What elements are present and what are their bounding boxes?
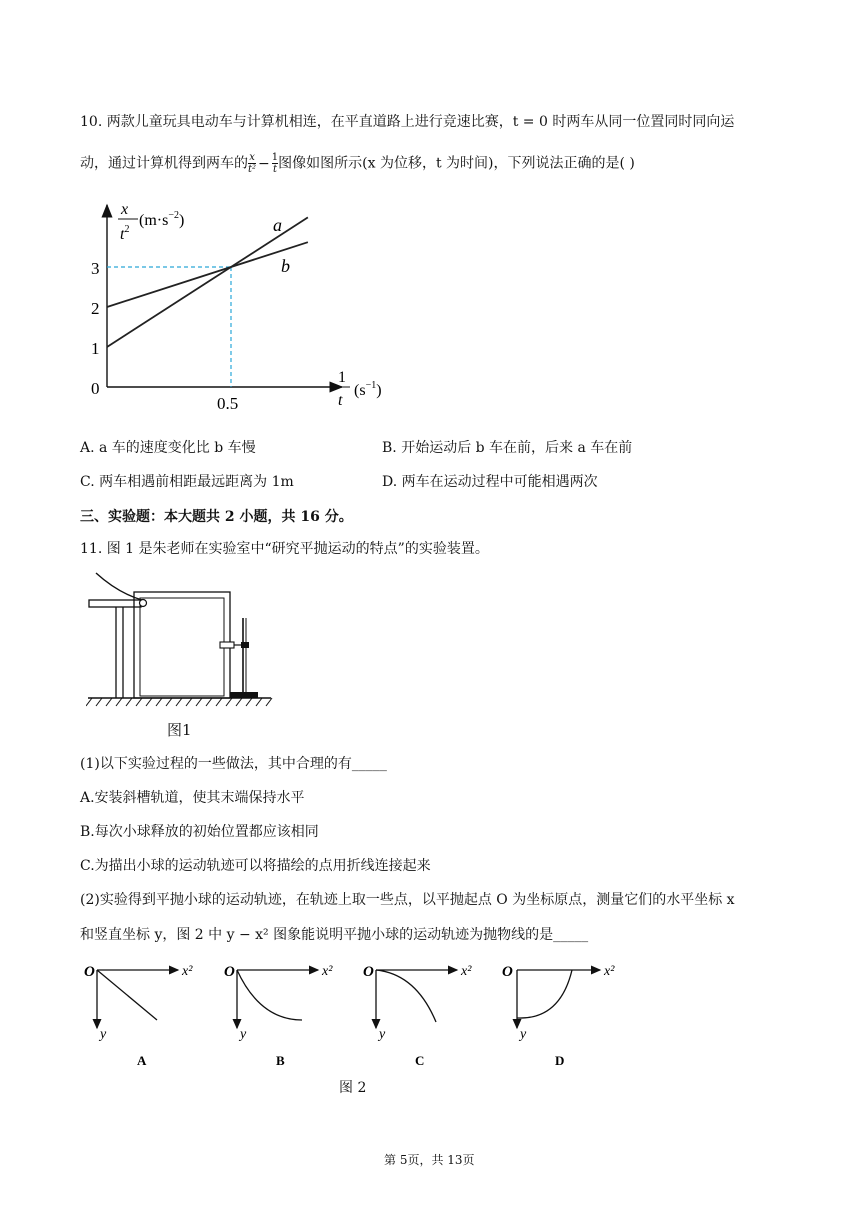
svg-text:x²: x² [461, 964, 472, 979]
svg-text:y: y [520, 1027, 527, 1042]
svg-text:O: O [363, 964, 374, 980]
fig1-apparatus [86, 568, 276, 713]
svg-text:x²: x² [182, 964, 193, 979]
q10-option-d: D. 两车在运动过程中可能相遇两次 [382, 474, 598, 490]
fig2-graph-b [224, 964, 333, 1068]
svg-text:y: y [379, 1027, 386, 1042]
q10-line2-start: 动，通过计算机得到两车的 [80, 155, 248, 172]
q10-option-b: B. 开始运动后 b 车在前，后来 a 车在前 [382, 440, 633, 456]
q10-option-a: A. a 车的速度变化比 b 车慢 [80, 440, 256, 456]
q11-option-c: C.为描出小球的运动轨迹可以将描绘的点用折线连接起来 [80, 858, 431, 874]
line-a-label: a [273, 215, 282, 235]
q11-intro: 11. 图 1 是朱老师在实验室中“研究平抛运动的特点”的实验装置。 [80, 541, 489, 557]
fig2-caption: 图 2 [339, 1080, 367, 1096]
q10-line1: 10. 两款儿童玩具电动车与计算机相连，在平直道路上进行竞速比赛，t = 0 时两车从同一位置同时同向运 [80, 114, 735, 130]
y-tick-1: 1 [91, 339, 100, 358]
svg-text:B: B [276, 1053, 285, 1068]
fig1-caption: 图1 [167, 721, 192, 739]
y-tick-3: 3 [91, 259, 100, 278]
origin-label: 0 [91, 379, 100, 398]
x-label-den: t [338, 392, 343, 409]
frac-x-num: x [249, 152, 255, 163]
svg-text:O: O [84, 964, 95, 980]
q10-minus: − [258, 155, 270, 172]
q11-part2-line1: (2)实验得到平抛小球的运动轨迹，在轨迹上取一些点，以平抛起点 O 为坐标原点，测量它们的水平坐标 x [80, 892, 735, 908]
q10-line2 [80, 152, 635, 175]
fig2-graphs [80, 958, 640, 1098]
x-label-num: 1 [338, 369, 346, 386]
q10-option-c: C. 两车相遇前相距最远距离为 1m [80, 474, 294, 490]
svg-text:y: y [240, 1027, 247, 1042]
y-tick-2: 2 [91, 299, 100, 318]
fig2-graph-d [502, 964, 615, 1068]
frac-1-num: 1 [271, 152, 279, 163]
line-a [107, 217, 308, 347]
line-b [107, 242, 308, 307]
y-label-den: $t^2$ [120, 224, 130, 243]
q10-graph [80, 195, 410, 425]
svg-text:O: O [224, 964, 235, 980]
x-label-unit: $(s^{-1})$ [354, 380, 382, 399]
q10-line2-end: 图像如图所示(x 为位移，t 为时间)，下列说法正确的是( ) [278, 155, 635, 172]
svg-text:C: C [415, 1053, 425, 1068]
q11-part1: (1)以下实验过程的一些做法，其中合理的有_____ [80, 756, 387, 772]
svg-text:A: A [137, 1053, 147, 1068]
fig2-graph-a [84, 964, 193, 1068]
x-tick-0.5: 0.5 [217, 394, 239, 413]
svg-text:D: D [555, 1053, 565, 1068]
y-label-unit: $(m\cdot s^{-2})$ [139, 210, 185, 229]
page-footer: 第 5页，共 13页 [384, 1153, 475, 1167]
q10-frac-x-over-t2 [248, 152, 256, 175]
svg-text:y: y [100, 1027, 107, 1042]
q11-option-b: B.每次小球释放的初始位置都应该相同 [80, 824, 319, 840]
q11-part2-line2: 和竖直坐标 y，图 2 中 y − x² 图象能说明平抛小球的运动轨迹为抛物线的是_____ [80, 927, 589, 943]
q11-option-a: A.安装斜槽轨道，使其末端保持水平 [80, 790, 305, 806]
svg-text:O: O [502, 964, 513, 980]
frac-1-den: t [272, 164, 277, 175]
line-b-label: b [281, 256, 290, 276]
fig2-graph-c [363, 964, 472, 1068]
svg-text:x²: x² [604, 964, 615, 979]
section3-title: 三、实验题：本大题共 2 小题，共 16 分。 [80, 509, 353, 525]
frac-x-den: t² [248, 164, 257, 175]
svg-text:x²: x² [322, 964, 333, 979]
y-label-num: x [121, 201, 129, 218]
